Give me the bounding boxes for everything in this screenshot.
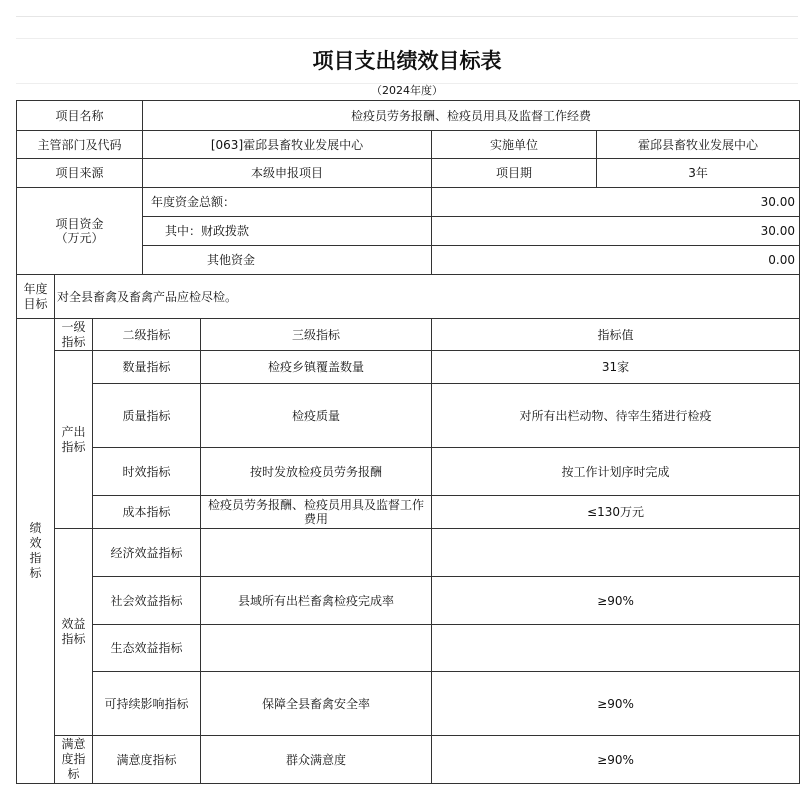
- l2-cell: 质量指标: [93, 384, 201, 448]
- indicators-group-label: 绩效指标: [17, 319, 55, 784]
- l3-cell[interactable]: 检疫员劳务报酬、检疫员用具及监督工作费用: [201, 496, 432, 529]
- project-name[interactable]: 检疫员劳务报酬、检疫员用具及监督工作经费: [143, 101, 800, 131]
- l3-cell[interactable]: 按时发放检疫员劳务报酬: [201, 448, 432, 496]
- source-label: 项目来源: [17, 159, 143, 188]
- dept[interactable]: [063]霍邱县畜牧业发展中心: [143, 131, 432, 159]
- funds-other-label: 其他资金: [143, 246, 432, 275]
- source[interactable]: 本级申报项目: [143, 159, 432, 188]
- l2-cell: 数量指标: [93, 351, 201, 384]
- satisfaction-label: 满意度指标: [55, 736, 93, 784]
- goal-label: 年度目标: [17, 275, 55, 319]
- performance-table: [16, 100, 800, 784]
- l3-cell[interactable]: 保障全县畜禽安全率: [201, 672, 432, 736]
- value-cell[interactable]: 按工作计划序时完成: [432, 448, 800, 496]
- l3-cell[interactable]: 群众满意度: [201, 736, 432, 784]
- goal[interactable]: 对全县畜禽及畜禽产品应检尽检。: [55, 275, 800, 319]
- funds-other-value[interactable]: 0.00: [432, 246, 800, 275]
- funds-total-value[interactable]: 30.00: [432, 188, 800, 217]
- value-cell[interactable]: ≥90%: [432, 672, 800, 736]
- l2-cell: 经济效益指标: [93, 529, 201, 577]
- value-cell[interactable]: ≤130万元: [432, 496, 800, 529]
- value-cell[interactable]: ≥90%: [432, 736, 800, 784]
- funds-label: 项目资金（万元）: [17, 188, 143, 275]
- period[interactable]: 3年: [597, 159, 800, 188]
- l3-cell[interactable]: 检疫乡镇覆盖数量: [201, 351, 432, 384]
- l3-cell[interactable]: 检疫质量: [201, 384, 432, 448]
- l3-cell[interactable]: 县域所有出栏畜禽检疫完成率: [201, 577, 432, 625]
- value-cell[interactable]: 对所有出栏动物、待宰生猪进行检疫: [432, 384, 800, 448]
- period-label: 项目期: [432, 159, 597, 188]
- l2-cell: 可持续影响指标: [93, 672, 201, 736]
- l2-cell: 成本指标: [93, 496, 201, 529]
- header-l3: 三级指标: [201, 319, 432, 351]
- funds-fiscal-label: 其中：财政拨款: [143, 217, 432, 246]
- project-name-label: 项目名称: [17, 101, 143, 131]
- header-l1: 一级指标: [55, 319, 93, 351]
- impl[interactable]: 霍邱县畜牧业发展中心: [597, 131, 800, 159]
- impl-label: 实施单位: [432, 131, 597, 159]
- value-cell[interactable]: 31家: [432, 351, 800, 384]
- value-cell[interactable]: ≥90%: [432, 577, 800, 625]
- l3-cell[interactable]: [201, 529, 432, 577]
- funds-total-label: 年度资金总额：: [143, 188, 432, 217]
- header-value: 指标值: [432, 319, 800, 351]
- dept-label: 主管部门及代码: [17, 131, 143, 159]
- l2-cell: 生态效益指标: [93, 625, 201, 672]
- funds-fiscal-value[interactable]: 30.00: [432, 217, 800, 246]
- l2-cell: 社会效益指标: [93, 577, 201, 625]
- header-l2: 二级指标: [93, 319, 201, 351]
- benefit-label: 效益指标: [55, 529, 93, 736]
- page-title: 项目支出绩效目标表: [16, 38, 798, 84]
- l2-cell: 时效指标: [93, 448, 201, 496]
- l2-cell: 满意度指标: [93, 736, 201, 784]
- l3-cell[interactable]: [201, 625, 432, 672]
- value-cell[interactable]: [432, 529, 800, 577]
- year-subtitle: （2024年度）: [371, 84, 443, 97]
- value-cell[interactable]: [432, 625, 800, 672]
- output-label: 产出指标: [55, 351, 93, 529]
